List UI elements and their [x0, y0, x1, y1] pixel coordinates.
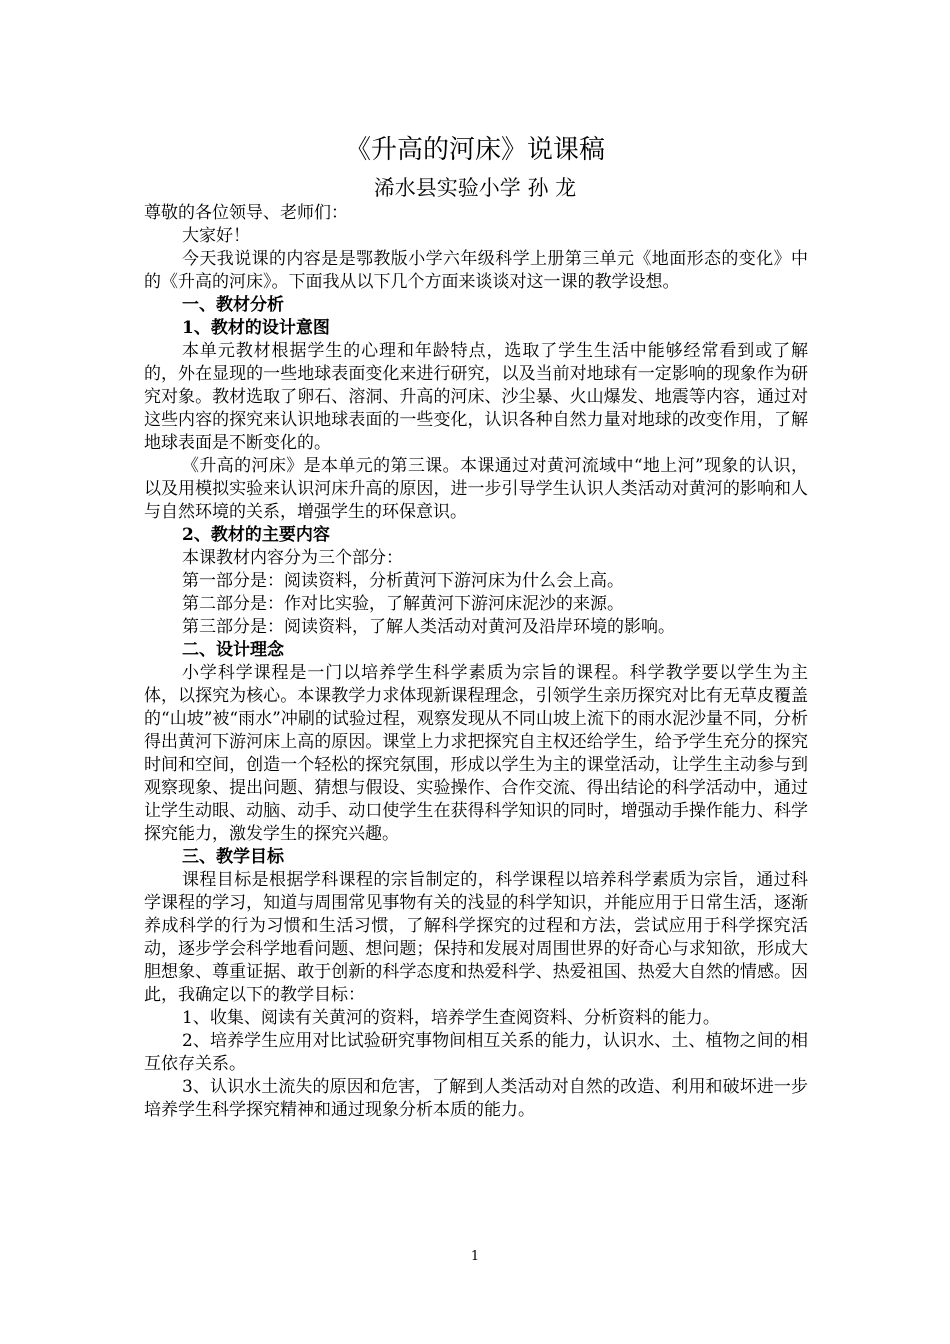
- paragraph: 第二部分是：作对比实验，了解黄河下游河床泥沙的来源。: [182, 594, 624, 614]
- paragraph: 第一部分是：阅读资料，分析黄河下游河床为什么会上高。: [182, 571, 624, 591]
- paragraph: 小学科学课程是一门以培养学生科学素质为宗旨的课程。科学教学要以学生为主体，以探究为核心。本课教学力求体现新课程理念，引领学生亲历探究对比有无草皮覆盖的“山坡”被“雨水”冲刷的试验过程，观察发现从不同山坡上流下的雨水泥沙量不同，分析得出黄河下游河床上高的原因。课堂上力求把探究自主权还给学生，给予学生充分的探究时间和空间，创造一个轻松的探究氛围，形成以学生为主的课堂活动，让学生主动参与到观察现象、提出问题、猜想与假设、实验操作、合作交流、得出结论的科学活动中，通过让学生动眼、动脑、动手、动口使学生在获得科学知识的同时，增强动手操作能力、科学探究能力，激发学生的探究兴趣。: [144, 663, 808, 844]
- paragraph: 1、收集、阅读有关黄河的资料，培养学生查阅资料、分析资料的能力。: [182, 1008, 720, 1028]
- section-heading: 1、教材的设计意图: [182, 318, 330, 338]
- paragraph: 本课教材内容分为三个部分：: [182, 548, 403, 568]
- document-body: [144, 202, 808, 1122]
- paragraph: 3、认识水土流失的原因和危害，了解到人类活动对自然的改造、利用和破坏进一步培养学生科学探究精神和通过现象分析本质的能力。: [144, 1077, 808, 1120]
- section-heading: 三、教学目标: [182, 847, 284, 867]
- paragraph: 课程目标是根据学科课程的宗旨制定的，科学课程以培养科学素质为宗旨，通过科学课程的学习，知道与周围常见事物有关的浅显的科学知识，并能应用于日常生活，逐渐养成科学的行为习惯和生活习惯，了解科学探究的过程和方法，尝试应用于科学探究活动，逐步学会科学地看问题、想问题；保持和发展对周围世界的好奇心与求知欲，形成大胆想象、尊重证据、敢于创新的科学态度和热爱科学、热爱祖国、热爱大自然的情感。因此，我确定以下的教学目标：: [144, 870, 808, 1005]
- section-heading: 一、教材分析: [182, 295, 284, 315]
- author-line: 浠水县实验小学 孙 龙: [373, 176, 577, 200]
- document-title: 《升高的河床》说课稿: [344, 135, 605, 165]
- paragraph: 《升高的河床》是本单元的第三课。本课通过对黄河流域中“地上河”现象的认识，以及用模拟实验来认识河床升高的原因，进一步引导学生认识人类活动对黄河的影响和人与自然环境的关系，增强学生的环保意识。: [144, 456, 808, 522]
- page-number: 1: [470, 1249, 480, 1264]
- paragraph: 第三部分是：阅读资料，了解人类活动对黄河及沿岸环境的影响。: [182, 617, 675, 637]
- paragraph: 本单元教材根据学生的心理和年龄特点，选取了学生生活中能够经常看到或了解的，外在显现的一些地球表面变化来进行研究，以及当前对地球有一定影响的现象作为研究对象。教材选取了卵石、溶洞、升高的河床、沙尘暴、火山爆发、地震等内容，通过对这些内容的探究来认识地球表面的一些变化，认识各种自然力量对地球的改变作用，了解地球表面是不断变化的。: [144, 341, 808, 453]
- section-heading: 2、教材的主要内容: [182, 525, 330, 545]
- paragraph: 2、培养学生应用对比试验研究事物间相互关系的能力，认识水、土、植物之间的相互依存关系。: [144, 1031, 808, 1074]
- paragraph: 今天我说课的内容是是鄂教版小学六年级科学上册第三单元《地面形态的变化》中的《升高的河床》。下面我从以下几个方面来谈谈对这一课的教学设想。: [144, 249, 808, 292]
- greeting: 尊敬的各位领导、老师们：: [144, 203, 348, 223]
- paragraph-list: [144, 225, 808, 1122]
- paragraph: 大家好！: [182, 226, 250, 246]
- section-heading: 二、设计理念: [182, 640, 284, 660]
